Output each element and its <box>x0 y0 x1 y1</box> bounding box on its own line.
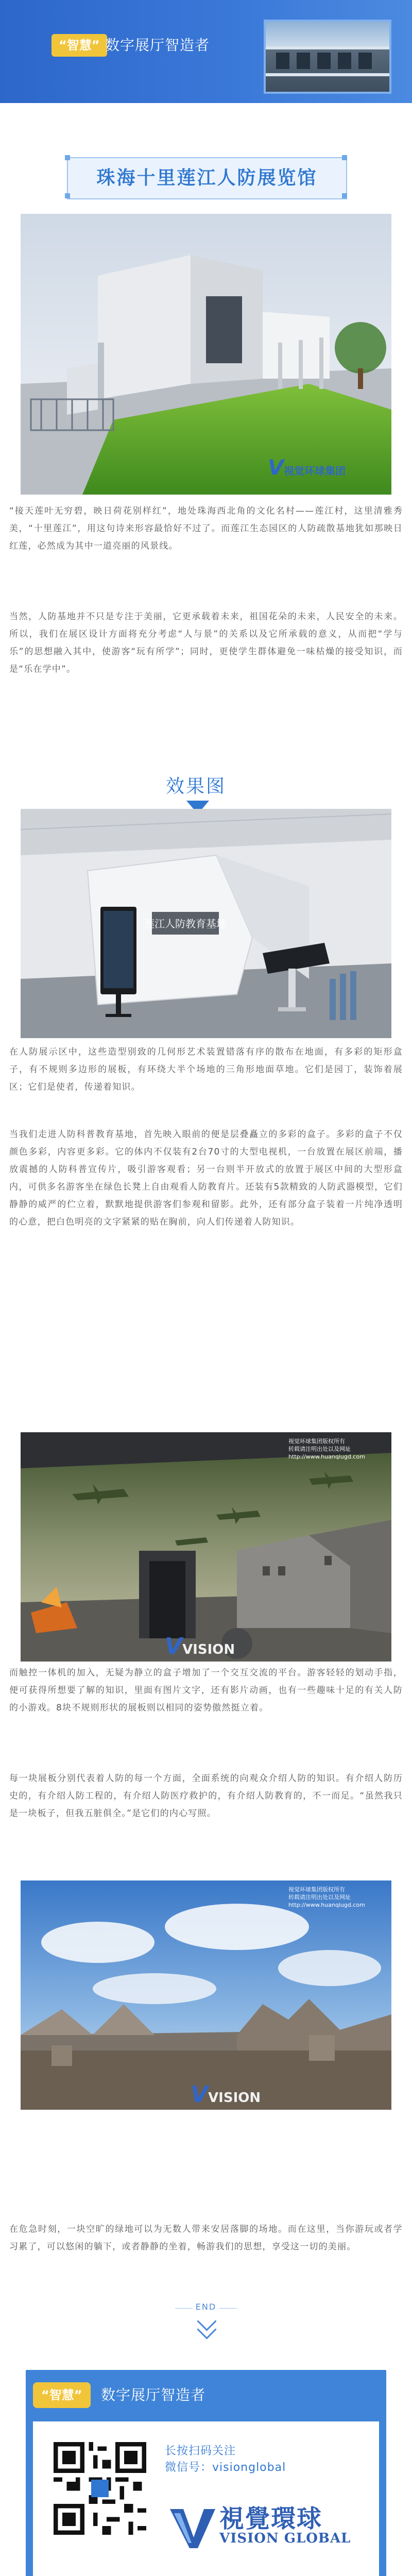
footer-slogan: 数字展厅智造者 <box>101 2386 206 2403</box>
watermark-brand: V视觉环球集团 <box>268 456 346 480</box>
paragraph-purpose: 当然，人防基地并不只是专注于美丽，它更承载着未来，祖国花朵的未来，人民安全的未来。所以，我们在展区设计方面将充分考虑“人与景”的关系以及它所承载的意义，从而把“学与乐”的思想融入其中，使游客“玩有所学”；同时，更使学生群体避免一味枯燥的接受知识，而是“乐在学中”。 <box>9 612 403 674</box>
paragraph-boxes: 当我们走进人防科普教育基地，首先映入眼前的便是层叠矗立的多彩的盒子。多彩的盒子不仅颜色多彩，内容更多彩。它的体内不仅装有2台70寸的大型电视机，一台放置在展区前端，播放震撼的人防科普宣传片，吸引游客观看；另一台则半开放式的放置于展区中间的大型形盒内，可供多名游客坐在绿色长凳上自由观看人防教育片。还装有5款精致的人防武器模型，它们静静的威严的伫立着，默默地提供游客们参观和留影。此外，还有部分盒子装着一片纯净透明的心意，把白色明亮的文字紧紧的贴在胸前，向人们传递着人防知识。 <box>9 1129 403 1227</box>
footer-card <box>26 2370 386 2576</box>
footer-badge: “智慧” <box>33 2382 91 2408</box>
paragraph-zone: 在人防展示区中，这些造型别致的几何形艺术装置错落有序的散布在地面，有多彩的矩形盒子，有不规则多边形的展板，有环绕大半个场地的三角形地面草地。它们是园丁，装饰着展区；它们是使者，传递着知识。 <box>9 1047 403 1092</box>
watermark-caption: 视觉环球集团版权所有 转载请注明出处以及网址 http://www.huanqiugd.com <box>288 1886 365 1908</box>
footer-panel <box>33 2421 379 2576</box>
paragraph-panels: 每一块展板分别代表着人防的每一个方面，全面系统的向观众介绍人防的知识。有介绍人防历史的，有介绍人防工程的，有介绍人防医疗救护的，有介绍人防教育的，不一而足。“虽然我只是一块板子，但我五脏俱全。”是它们的内心写照。 <box>9 1773 403 1819</box>
vision-logo-icon <box>168 2499 217 2550</box>
rendering-image-2 <box>21 809 391 1038</box>
section-heading-text: 效果图 <box>166 776 227 797</box>
wechat-id[interactable]: 微信号：visionglobal <box>165 2461 286 2474</box>
header-photo <box>264 20 391 94</box>
paragraph-touchscreen: 而触控一体机的加入，无疑为静立的盒子增加了一个交互交流的平台。游客轻轻的划动手指，便可获得所想要了解的知识，里面有图片文字，还有影片动画，也有一些趣味十足的有关人防的小游戏。8块不规则形状的展板则以相同的姿势傲然挺立着。 <box>9 1668 403 1713</box>
watermark-brand: VVISION <box>165 1633 235 1659</box>
sky-ruins-illustration <box>21 1880 391 2110</box>
rendering-image-3 <box>21 1432 391 1662</box>
paragraph-green-space: 在危急时刻，一块空旷的绿地可以为无数人带来安居落脚的场地。而在这里，当你游玩或者学习累了，可以悠闲的躺下，或者静静的坐着，畅游我们的思想，享受这一切的美丽。 <box>9 2224 403 2252</box>
section-heading <box>154 772 258 803</box>
footer-brand-en: VISION GLOBAL <box>219 2531 351 2546</box>
outdoor-pavilion-illustration <box>21 214 391 495</box>
header-badge: “智慧” <box>52 34 107 57</box>
header-banner <box>0 0 412 103</box>
exhibit-sign-text: 莲江人防教育基地 <box>144 918 227 930</box>
title-corner-decoration <box>342 193 347 198</box>
rendering-image-4 <box>21 1880 391 2110</box>
rendering-image-1 <box>21 214 391 495</box>
indoor-exhibit-illustration <box>21 809 391 1038</box>
end-label: END <box>195 2302 217 2312</box>
title-corner-decoration <box>65 155 70 160</box>
page-title: 珠海十里莲江人防展览馆 <box>67 157 347 199</box>
end-marker <box>175 2302 237 2343</box>
header-slogan: 数字展厅智造者 <box>105 37 210 54</box>
title-corner-decoration <box>342 155 347 160</box>
footer-brand-cn: 視覺環球 <box>219 2504 323 2533</box>
title-corner-decoration <box>65 193 70 198</box>
scan-prompt: 长按扫码关注 <box>165 2445 236 2458</box>
paragraph-intro: “接天莲叶无穷碧，映日荷花别样红”，地处珠海西北角的文化名村——莲江村，这里清雅秀美，“十里莲江”，用这句诗来形容最恰好不过了。而莲江生态园区的人防疏散基地犹如那映日红莲，必然成为其中一道亮丽的风景线。 <box>9 506 403 551</box>
war-scene-illustration <box>21 1432 391 1662</box>
watermark-brand: VVISION <box>191 2081 261 2108</box>
watermark-caption: 视觉环球集团版权所有 转载请注明出处以及网址 http://www.huanqiugd.com <box>288 1438 365 1460</box>
qr-code-icon[interactable] <box>54 2442 146 2535</box>
